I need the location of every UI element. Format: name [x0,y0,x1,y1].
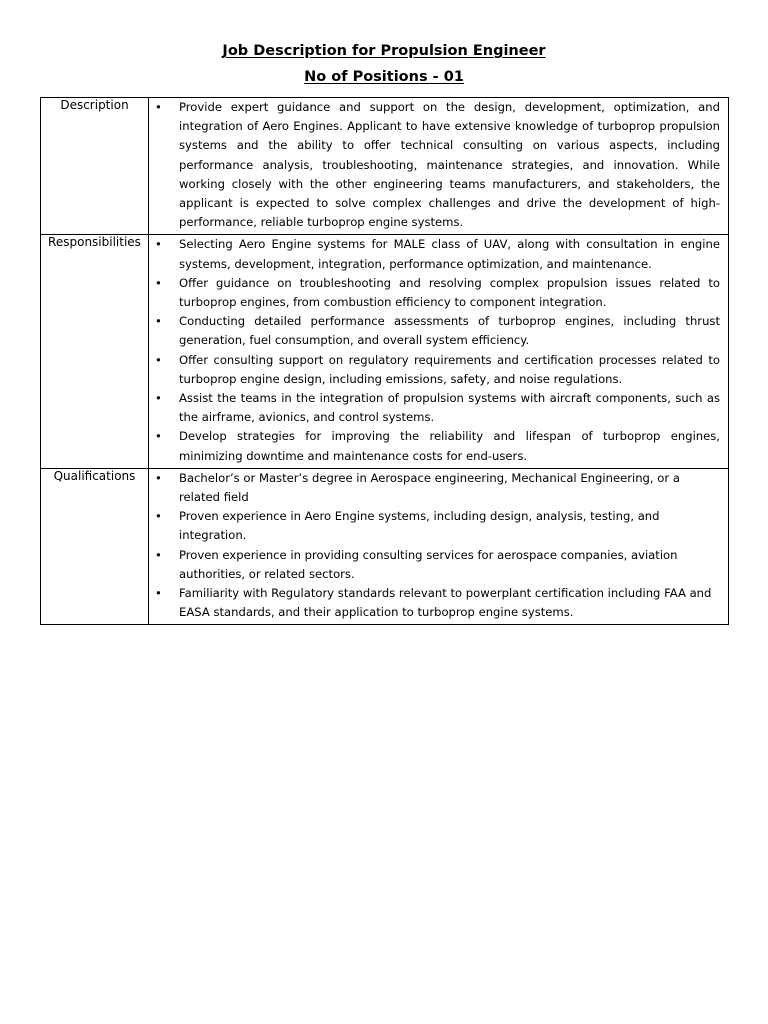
responsibilities-list [153,235,720,465]
positions-heading: No of Positions - 01 [304,69,464,85]
qualifications-label: Qualifications [41,468,149,625]
list-item: • Familiarity with Regulatory standards relevant to powerplant certification including FAA and EASA standards, and their application to turboprop engine systems. [153,584,720,622]
job-description-table [40,97,729,625]
responsibilities-content [149,235,729,468]
list-item: • Offer consulting support on regulatory requirements and certification processes related to turboprop engine design, including emissions, safety, and noise regulations. [153,351,720,389]
list-item: • Provide expert guidance and support on the design, development, optimization, and integration of Aero Engines. Applicant to have extensive knowledge of turboprop propulsion systems and the ability to offer technical consulting on various aspects, including performance analysis, troubleshooting, maintenance strategies, and innovation. While working closely with the other engineering teams manufacturers, and stakeholders, the applicant is expected to solve complex challenges and drive the development of high-performance, reliable turboprop engine systems. [153,98,720,232]
qualifications-list [153,469,720,623]
responsibilities-row [41,235,729,468]
list-item: • Selecting Aero Engine systems for MALE class of UAV, along with consultation in engine systems, development, integration, performance optimization, and maintenance. [153,235,720,273]
list-item: • Conducting detailed performance assessments of turboprop engines, including thrust generation, fuel consumption, and overall system efficiency. [153,312,720,350]
description-content [149,98,729,235]
list-item: • Proven experience in providing consulting services for aerospace companies, aviation authorities, or related sectors. [153,546,720,584]
list-item: • Assist the teams in the integration of propulsion systems with aircraft components, such as the airframe, avionics, and control systems. [153,389,720,427]
description-list [153,98,720,232]
qualifications-row [41,468,729,625]
description-label: Description [41,98,149,235]
list-item: • Bachelor’s or Master’s degree in Aerospace engineering, Mechanical Engineering, or a related field [153,469,720,507]
qualifications-content [149,468,729,625]
document-title: Job Description for Propulsion Engineer [222,43,546,59]
list-item: • Develop strategies for improving the reliability and lifespan of turboprop engines, minimizing downtime and maintenance costs for end-users. [153,427,720,465]
list-item: • Offer guidance on troubleshooting and resolving complex propulsion issues related to turboprop engines, from combustion efficiency to component integration. [153,274,720,312]
description-row [41,98,729,235]
responsibilities-label: Responsibilities [41,235,149,468]
list-item: • Proven experience in Aero Engine systems, including design, analysis, testing, and integration. [153,507,720,545]
